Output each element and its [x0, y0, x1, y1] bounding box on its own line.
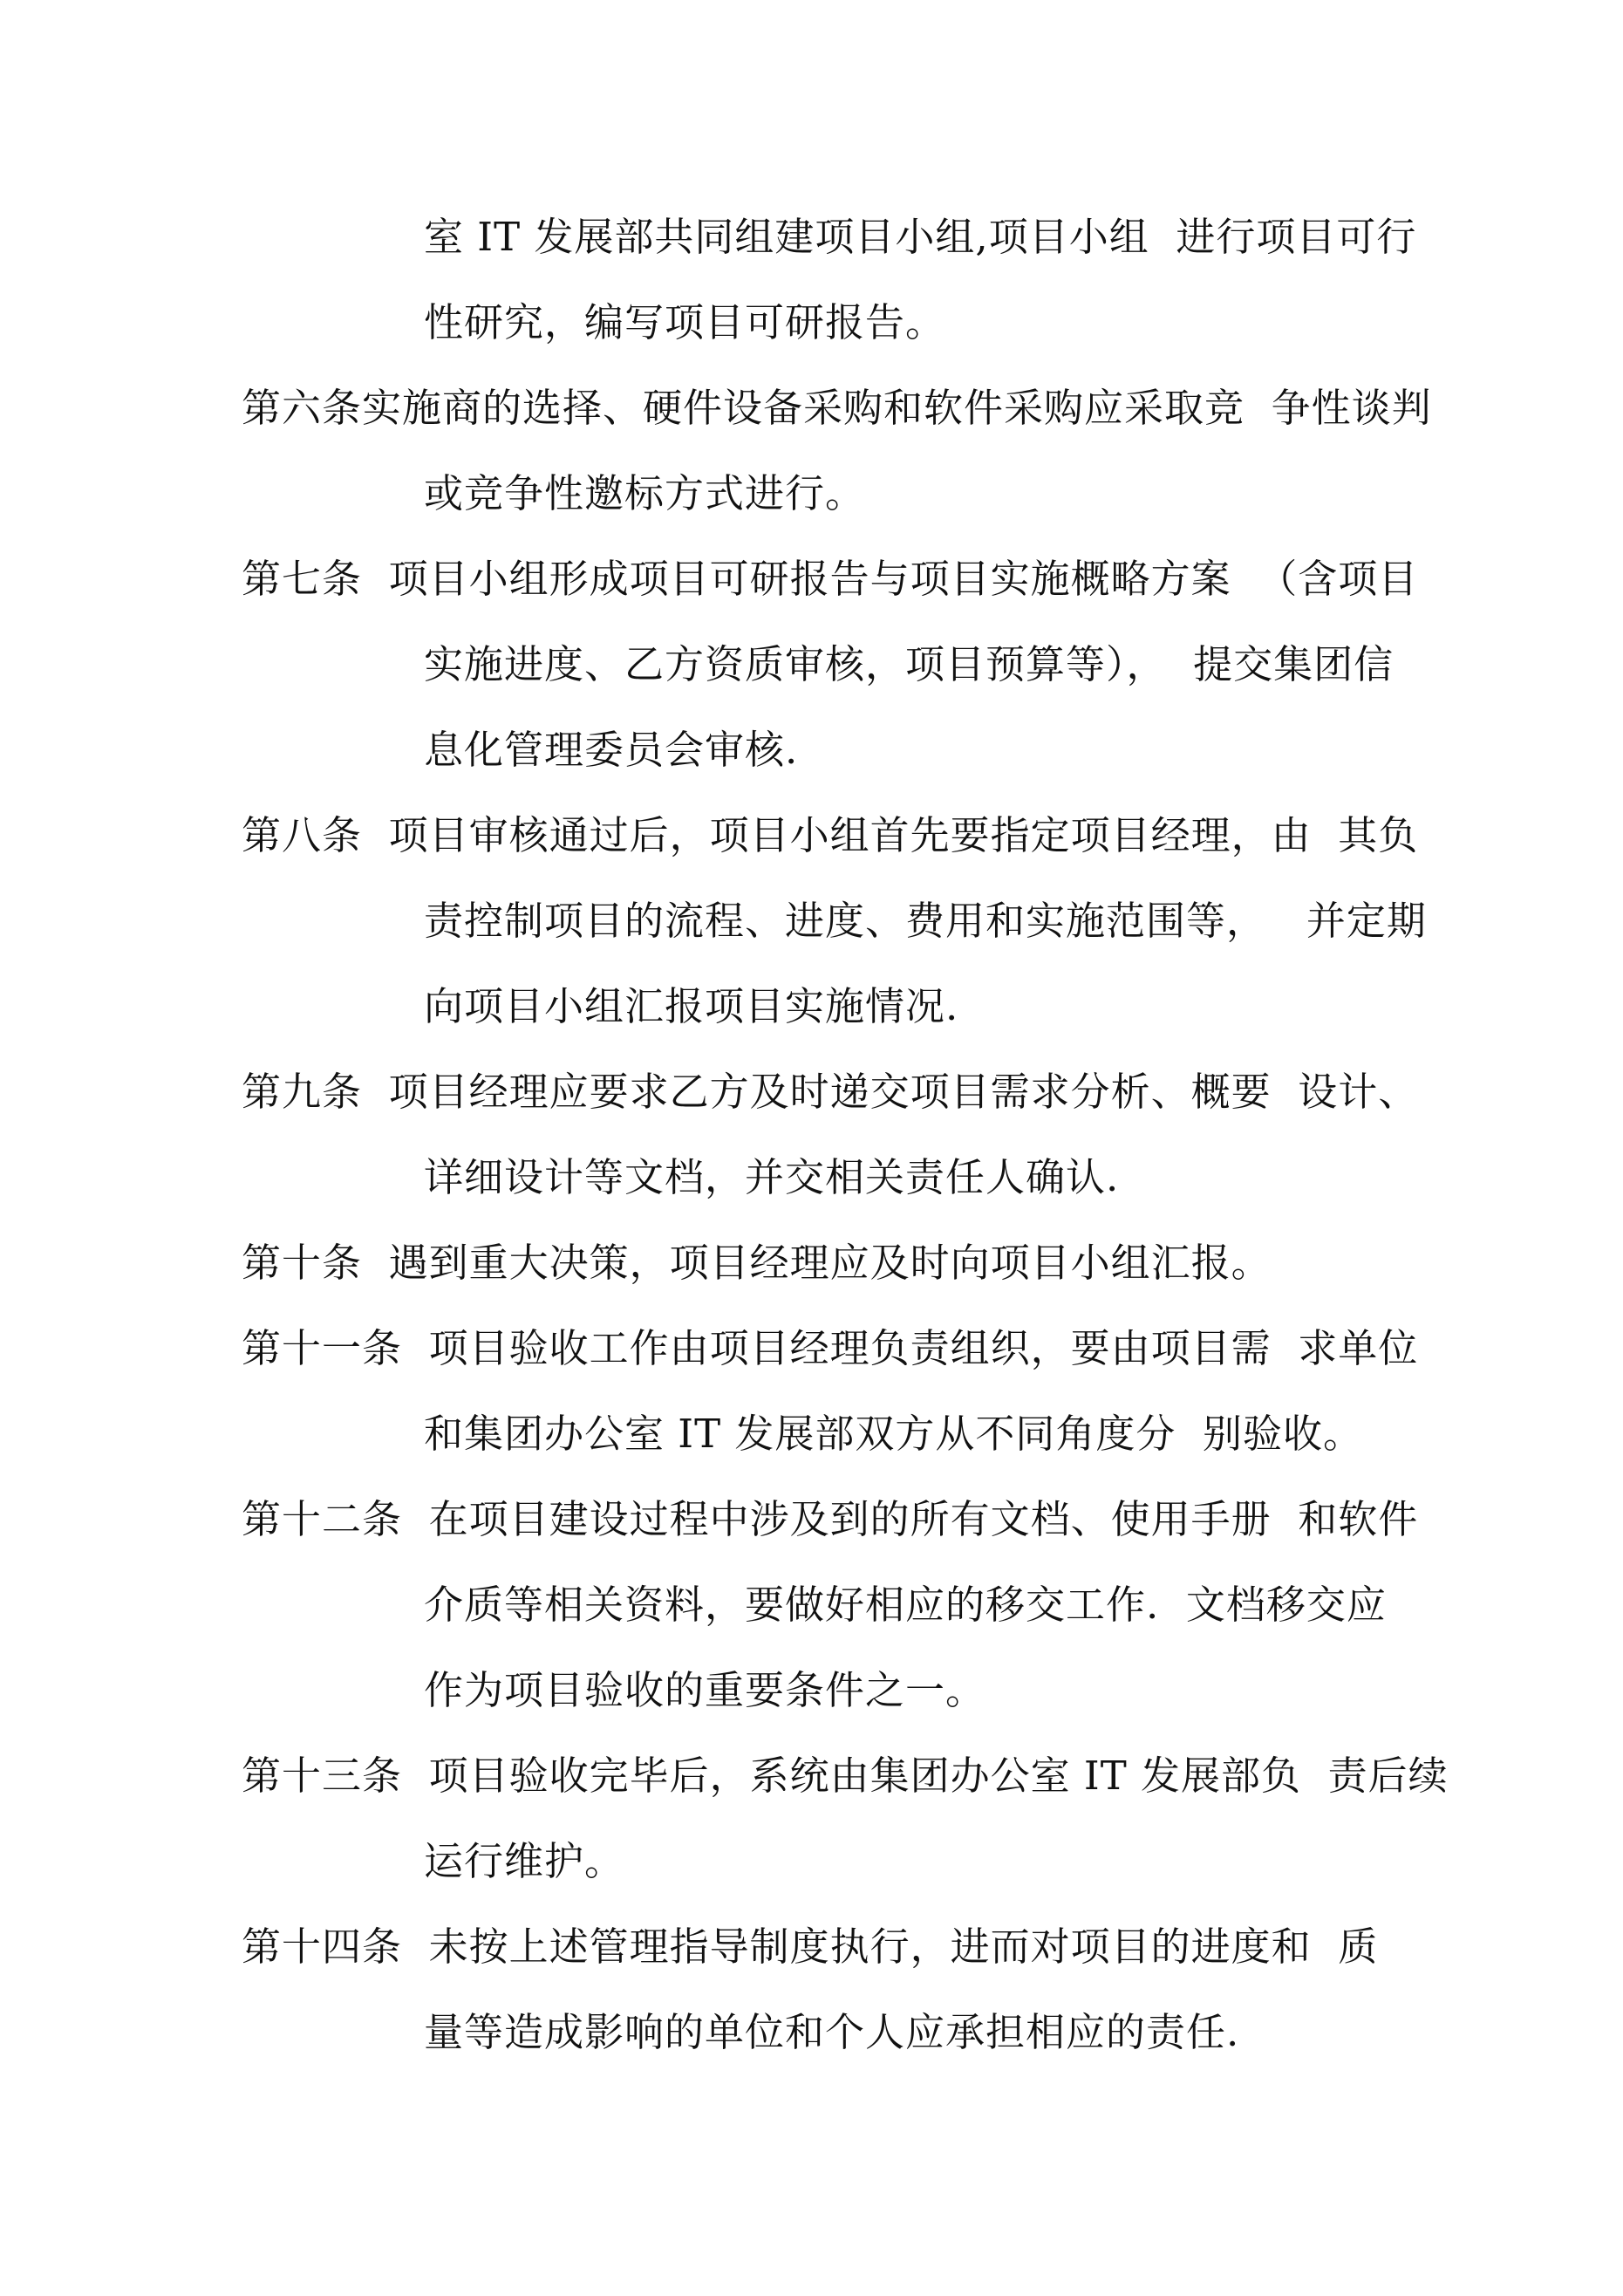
text-line: 或竞争性邀标方式进行。	[424, 470, 866, 516]
article-12-line: 第十二条 在项目建设过程中涉及到的所有文档、使用手册 和软件	[242, 1496, 1419, 1542]
article-8-line: 第八条 项目审核通过后，项目小组首先要指定项目经理，由 其负	[242, 812, 1419, 858]
text-line: 量等造成影响的单位和个人应承担相应的责任.	[424, 2009, 1240, 2055]
text-line: 责控制项目的流程、进度、费用和实施范围等， 并定期	[424, 898, 1427, 944]
text-line: 和集团办公室 IT 发展部双方从不同角度分 别验收。	[424, 1411, 1364, 1457]
text-line: 性研究，编写项目可研报告。	[424, 299, 946, 345]
article-10-line: 第十条 遇到重大决策，项目经理应及时向项目小组汇报。	[242, 1240, 1272, 1286]
text-line: 介质等相关资料，要做好相应的移交工作. 文档移交应	[424, 1582, 1387, 1628]
article-14-line: 第十四条 未按上述管理指导制度执行，进而对项目的进度和 质	[242, 1924, 1379, 1970]
article-9-line: 第九条 项目经理应要求乙方及时递交项目需求分析、概要 设计、	[242, 1069, 1419, 1115]
text-line: 室 IT 发展部共同组建项目小组,项目小组 进行项目可行	[424, 214, 1417, 260]
text-line: 息化管理委员会审核.	[424, 727, 799, 773]
article-11-line: 第十一条 项目验收工作由项目经理负责组织，要由项目需 求单位	[242, 1325, 1419, 1371]
text-line: 实施进度、乙方资质审核，项目预算等）， 提交集团信	[424, 641, 1395, 687]
text-line: 向项目小组汇报项目实施情况.	[424, 983, 959, 1029]
article-7-line: 第七条 项目小组形成项目可研报告与项目实施概略方案 （含项目	[242, 556, 1419, 602]
article-13-line: 第十三条 项目验收完毕后，系统由集团办公室 IT 发展部负 责后续	[242, 1753, 1449, 1799]
text-line: 作为项目验收的重要条件之一。	[424, 1667, 986, 1713]
text-line: 运行维护。	[424, 1838, 625, 1884]
article-6-line: 第六条实施商的选择、硬件设备采购和软件采购应采取竞 争性谈判	[242, 385, 1432, 431]
text-line: 详细设计等文档，并交相关责任人确认.	[424, 1154, 1120, 1200]
